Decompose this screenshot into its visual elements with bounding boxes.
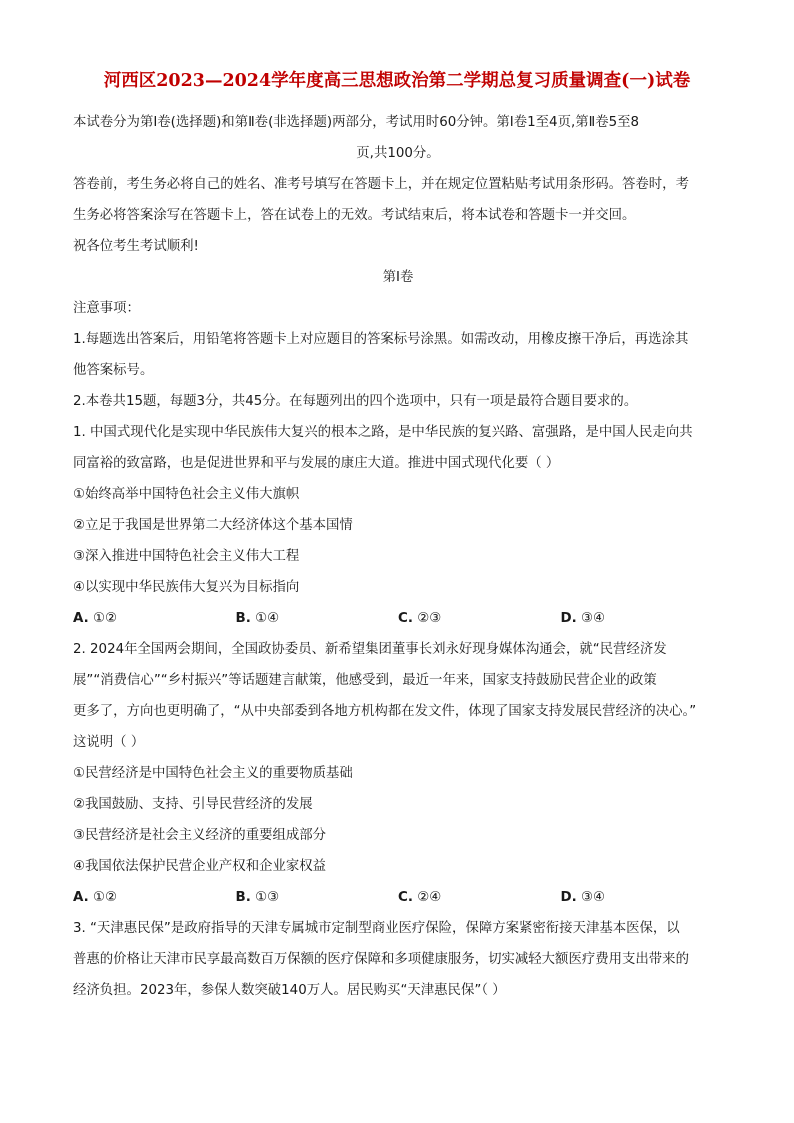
- question-3: [73, 913, 723, 1006]
- option-letter: B.: [235, 611, 251, 626]
- option-b: [236, 603, 399, 634]
- option-text: ①②: [92, 611, 117, 626]
- question-1-options: [73, 603, 723, 634]
- option-letter: C.: [398, 890, 413, 905]
- option-letter: D.: [560, 611, 577, 626]
- note-2: 2.本卷共15题，每题3分，共45分。在每题列出的四个选项中，只有一项是最符合题目要求的。: [73, 394, 638, 409]
- question-2-stem-line: 更多了，方向也更明确了，“从中央部委到各地方机构都在发文件，体现了国家支持发展民营经济的决心。”: [73, 704, 697, 719]
- option-letter: C.: [398, 611, 413, 626]
- intro-line-2: 页,共100分。: [356, 146, 440, 161]
- section-heading: 第Ⅰ卷: [382, 270, 414, 285]
- option-text: ③④: [580, 611, 605, 626]
- option-a: [73, 882, 236, 913]
- notes-heading: 注意事项：: [73, 301, 140, 316]
- option-letter: A.: [73, 611, 89, 626]
- intro-line-1: 本试卷分为第Ⅰ卷(选择题)和第Ⅱ卷(非选择题)两部分，考试用时60分钟。第Ⅰ卷1至4页,第Ⅱ卷5至8: [73, 115, 640, 130]
- question-1-item: ①始终高举中国特色社会主义伟大旗帜: [73, 487, 300, 502]
- question-2-item: ①民营经济是中国特色社会主义的重要物质基础: [73, 766, 353, 781]
- question-2-item: ③民营经济是社会主义经济的重要组成部分: [73, 828, 327, 843]
- question-2-options: [73, 882, 723, 913]
- option-letter: B.: [235, 890, 251, 905]
- option-c: [398, 603, 561, 634]
- instructions-line-2: 生务必将答案涂写在答题卡上，答在试卷上的无效。考试结束后，将本试卷和答题卡一并交回。: [73, 208, 636, 223]
- question-3-stem-line: 普惠的价格让天津市民享最高数百万保额的医疗保障和多项健康服务，切实减轻大额医疗费用支出带来的: [73, 952, 689, 967]
- question-2-stem-line: 展”“消费信心”“乡村振兴”等话题建言献策，他感受到，最近一年来，国家支持鼓励民营企业的政策: [73, 673, 657, 688]
- question-3-stem-line: 3. “天津惠民保”是政府指导的天津专属城市定制型商业医疗保险，保障方案紧密衔接天津基本医保，以: [73, 921, 680, 936]
- option-text: ②④: [417, 890, 442, 905]
- question-1-stem-line: 同富裕的致富路，也是促进世界和平与发展的康庄大道。推进中国式现代化要（ ）: [73, 456, 560, 471]
- question-2-stem-line: 2. 2024年全国两会期间，全国政协委员、新希望集团董事长刘永好现身媒体沟通会，就“民营经济发: [73, 642, 667, 657]
- exam-content: [73, 107, 723, 1006]
- option-b: [236, 882, 399, 913]
- option-letter: A.: [73, 890, 89, 905]
- option-a: [73, 603, 236, 634]
- question-2-stem-line: 这说明（ ）: [73, 735, 145, 750]
- option-letter: D.: [560, 890, 577, 905]
- option-text: ①③: [255, 890, 280, 905]
- question-1-item: ②立足于我国是世界第二大经济体这个基本国情: [73, 518, 353, 533]
- note-1-line-2: 他答案标号。: [73, 363, 154, 378]
- question-1-item: ④以实现中华民族伟大复兴为目标指向: [73, 580, 300, 595]
- question-3-stem-line: 经济负担。2023年，参保人数突破140万人。居民购买“天津惠民保”（ ）: [73, 983, 506, 998]
- question-2: [73, 634, 723, 913]
- option-text: ①④: [255, 611, 280, 626]
- question-1-item: ③深入推进中国特色社会主义伟大工程: [73, 549, 300, 564]
- option-text: ①②: [92, 890, 117, 905]
- exam-title: 河西区2023—2024学年度高三思想政治第二学期总复习质量调查(一)试卷: [103, 71, 691, 91]
- question-1: [73, 417, 723, 634]
- question-2-item: ②我国鼓励、支持、引导民营经济的发展: [73, 797, 313, 812]
- instructions-line-1: 答卷前，考生务必将自己的姓名、准考号填写在答题卡上，并在规定位置粘贴考试用条形码。答卷时，考: [73, 177, 689, 192]
- question-2-item: ④我国依法保护民营企业产权和企业家权益: [73, 859, 327, 874]
- option-c: [398, 882, 561, 913]
- wish-text: 祝各位考生考试顺利!: [73, 239, 199, 254]
- question-1-stem-line: 1. 中国式现代化是实现中华民族伟大复兴的根本之路，是中华民族的复兴路、富强路，是中国人民走向共: [73, 425, 693, 440]
- option-text: ③④: [580, 890, 605, 905]
- note-1-line-1: 1.每题选出答案后，用铅笔将答题卡上对应题目的答案标号涂黑。如需改动，用橡皮擦干净后，再选涂其: [73, 332, 689, 347]
- option-text: ②③: [417, 611, 442, 626]
- option-d: [561, 882, 724, 913]
- option-d: [561, 603, 724, 634]
